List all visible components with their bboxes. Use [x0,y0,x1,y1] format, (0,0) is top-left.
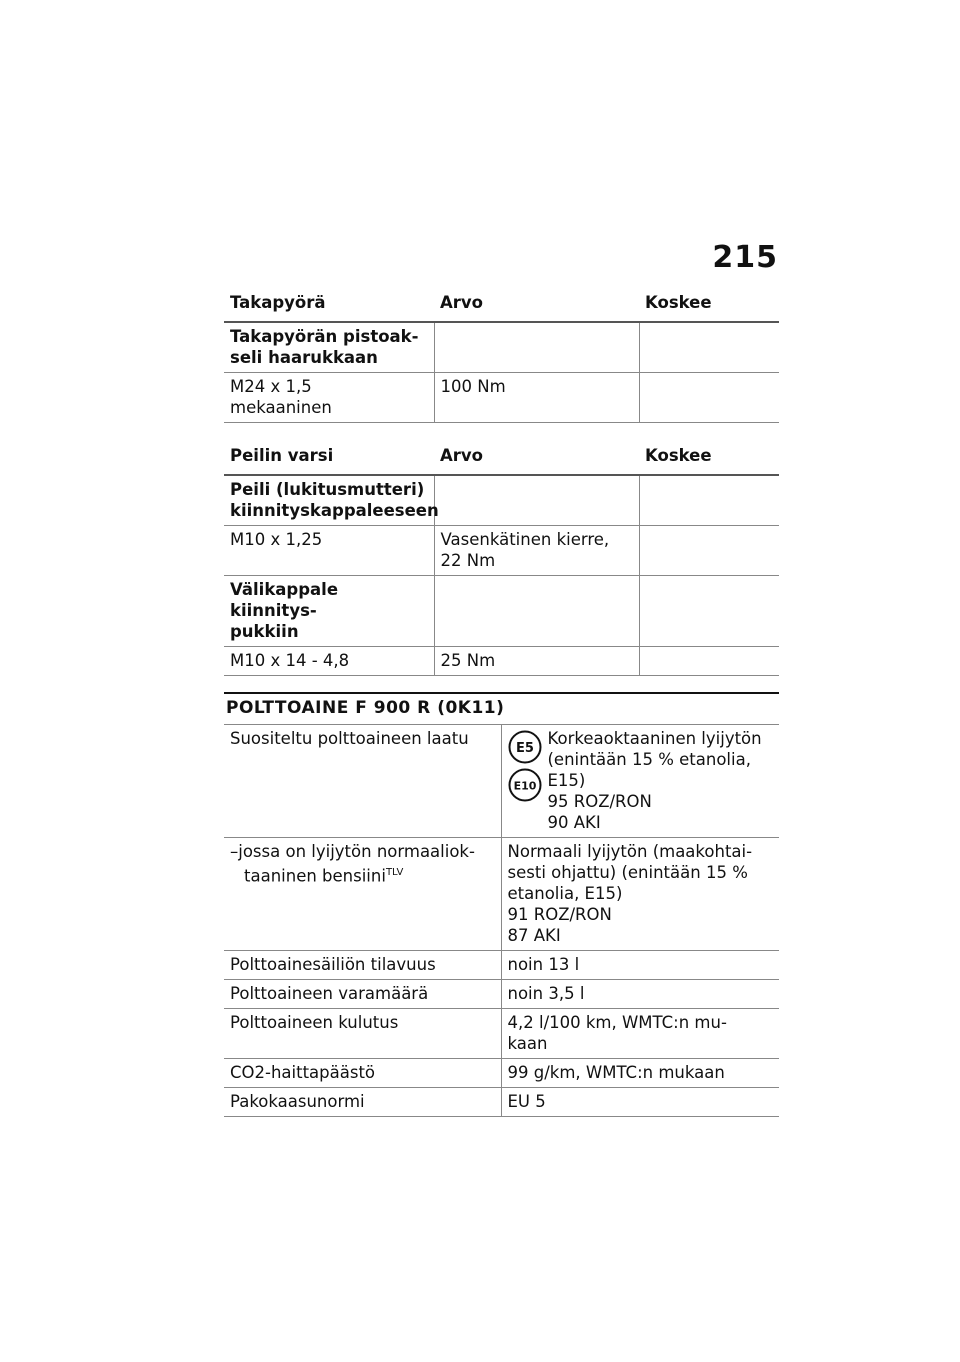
fuel-badges [508,728,542,833]
fuel-value: noin 13 l [501,951,779,980]
fuel-label: CO2-haittapäästö [224,1059,501,1088]
alt-fuel-label: –jossa on lyijytön normaaliok- taaninen bensiini$^{TLV}$ [230,842,475,886]
fuel-label: Polttoaineen varamäärä [224,980,501,1009]
fuel-label: Polttoainesäiliön tilavuus [224,951,501,980]
header-component: Peilin varsi [224,439,434,475]
table-row [224,951,779,980]
table-cell: Välikappale kiinnitys- pukkiin [224,576,434,647]
fuel-label: Polttoaineen kulutus [224,1009,501,1059]
table-row [224,526,779,576]
table-row [224,373,779,423]
table-cell: M10 x 1,25 [224,526,434,576]
table-cell: Vasenkätinen kierre, 22 Nm [434,526,639,576]
page-number: 215 [712,240,778,275]
recommended-fuel-label: Suositeltu polttoaineen laatu [224,725,501,838]
content [224,286,779,1117]
fuel-value: EU 5 [501,1088,779,1117]
table-header [224,286,779,322]
table-row [224,576,779,647]
table-row [224,647,779,676]
table-cell [434,576,639,647]
table-cell: 25 Nm [434,647,639,676]
table-cell [639,647,779,676]
e10-fuel-icon [508,768,542,802]
fuel-table [224,725,779,1117]
table-cell: Takapyörän pistoak- seli haarukkaan [224,322,434,373]
svg-text:E5: E5 [515,741,534,756]
header-applies: Koskee [639,286,779,322]
table-row [224,1059,779,1088]
table-cell: 100 Nm [434,373,639,423]
fuel-value: 4,2 l/100 km, WMTC:n mu- kaan [501,1009,779,1059]
fuel-section-title: POLTTOAINE F 900 R (0K11) [224,692,779,725]
svg-text:E10: E10 [513,779,536,793]
table-cell [434,322,639,373]
alt-fuel-value: Normaali lyijytön (maakohtai- sesti ohjattu) (enintään 15 % etanolia, E15) 91 ROZ/RON 87 AKI [501,838,779,951]
header-value: Arvo [434,286,639,322]
table-cell [639,373,779,423]
mirror-table [224,439,779,676]
table-row [224,475,779,526]
table-cell [434,475,639,526]
header-component: Takapyörä [224,286,434,322]
table-cell [639,576,779,647]
table-row [224,838,779,951]
table-cell: Peili (lukitusmutteri) kiinnityskappaleeseen [224,475,434,526]
rear-wheel-table [224,286,779,423]
e5-fuel-icon [508,730,542,764]
fuel-value: noin 3,5 l [501,980,779,1009]
table-row [224,1088,779,1117]
table-cell: M10 x 14 - 4,8 [224,647,434,676]
table-row [224,980,779,1009]
table-cell [639,475,779,526]
table-cell: M24 x 1,5 mekaaninen [224,373,434,423]
table-row [224,725,779,838]
table-row [224,322,779,373]
fuel-label: Pakokaasunormi [224,1088,501,1117]
header-applies: Koskee [639,439,779,475]
table-header [224,439,779,475]
table-cell [639,322,779,373]
fuel-value: 99 g/km, WMTC:n mukaan [501,1059,779,1088]
table-row [224,1009,779,1059]
table-cell [639,526,779,576]
tlv-superscript: TLV [385,867,404,878]
recommended-fuel-value: Korkeaoktaaninen lyijytön (enintään 15 % etanolia, E15) 95 ROZ/RON 90 AKI [547,729,762,832]
header-value: Arvo [434,439,639,475]
